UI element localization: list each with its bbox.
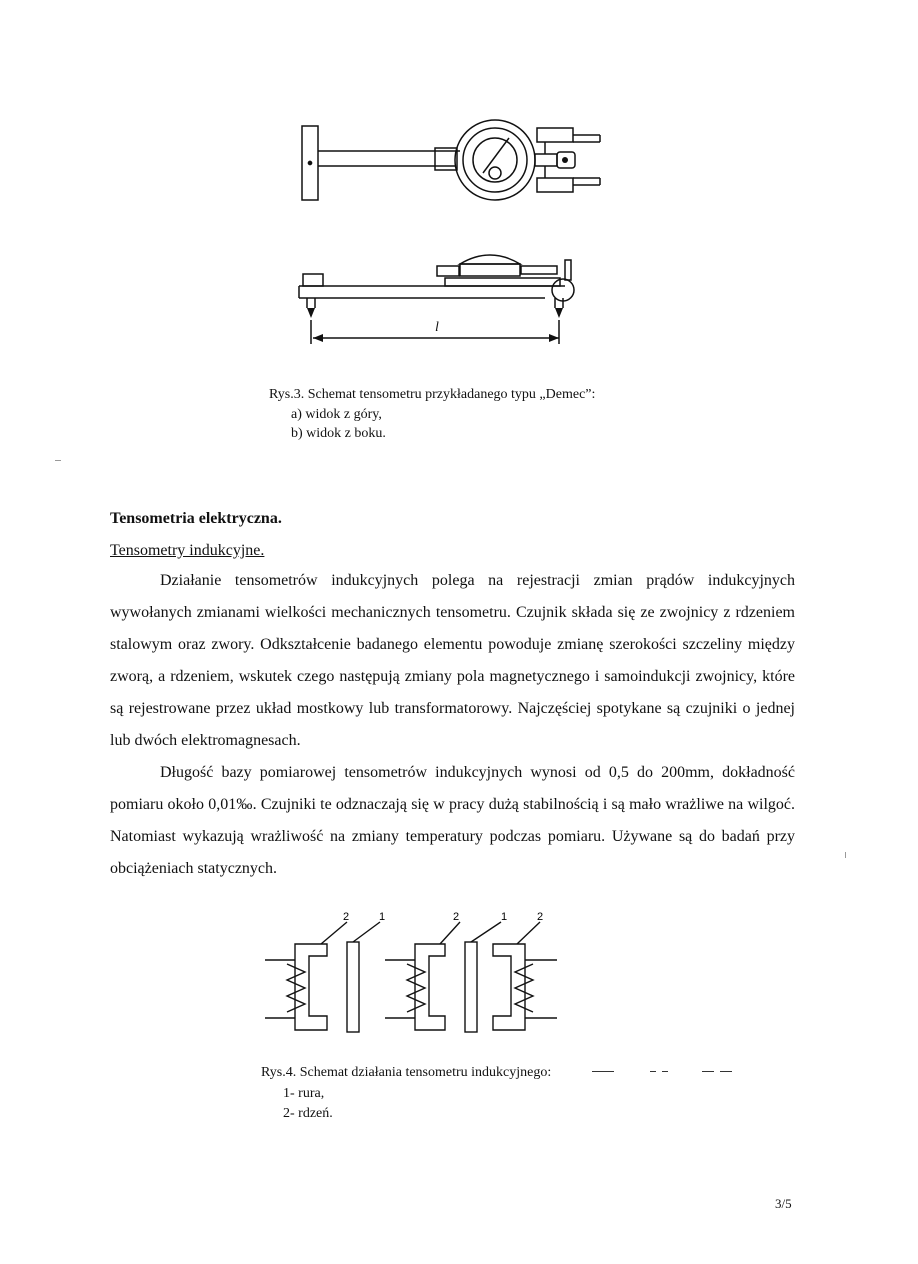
section-heading: Tensometria elektryczna.: [110, 510, 282, 527]
figure-3b-side-view: [295, 246, 595, 350]
section-subheading: Tensometry indukcyjne.: [110, 542, 265, 559]
scan-mark: [845, 852, 846, 858]
fig4-label-4: 1: [501, 911, 508, 923]
figure-4-diagram: [265, 910, 565, 1038]
fig4-label-2: 1: [379, 911, 386, 923]
page-number: 3/5: [775, 1196, 792, 1211]
caption-dash-marks: [592, 1071, 737, 1073]
scan-mark: [55, 460, 61, 461]
body-text: [110, 565, 795, 885]
fig4-label-3: 2: [453, 911, 460, 923]
paragraph-2: Długość bazy pomiarowej tensometrów indukcyjnych wynosi od 0,5 do 200mm, dokładność pomiaru około 0,01‰. Czujniki te odznaczają się w pracy dużą stabilnością i są mało wrażliwe na wilgoć. Natomiast wykazują wrażliwość na zmiany temperatury podczas pomiaru. Używane są do badań przy obciążeniach statycznych.: [110, 764, 795, 877]
paragraph-1: Działanie tensometrów indukcyjnych polega na rejestracji zmian prądów indukcyjnych wywołanych zmianami wielkości mechanicznych tensometru. Czujnik składa się ze zwojnicy z rdzeniem stalowym oraz zwory. Odkształcenie badanego elementu powoduje zmianę szerokości szczeliny między zworą, a rdzeniem, wskutek czego następują zmiany pola magnetycznego i samoindukcji zwojnicy, które są rejestrowane przez układ mostkowy lub transformatorowy. Najczęściej spotykane są czujniki o jednej lub dwóch elektromagnesach.: [110, 572, 795, 749]
figure-3-item-b: b) widok z boku.: [291, 426, 386, 441]
figure-3-caption: Rys.3. Schemat tensometru przykładanego typu „Demec”:: [269, 387, 596, 402]
figure-3a-top-view: [295, 118, 615, 208]
figure-4-item-2: 2- rdzeń.: [283, 1106, 333, 1121]
figure-3-item-a: a) widok z góry,: [291, 407, 382, 422]
fig4-label-5: 2: [537, 911, 544, 923]
figure-4-item-1: 1- rura,: [283, 1086, 325, 1101]
dimension-label: l: [435, 320, 439, 335]
figure-4-caption: Rys.4. Schemat działania tensometru indukcyjnego:: [261, 1065, 552, 1080]
fig4-label-1: 2: [343, 911, 350, 923]
